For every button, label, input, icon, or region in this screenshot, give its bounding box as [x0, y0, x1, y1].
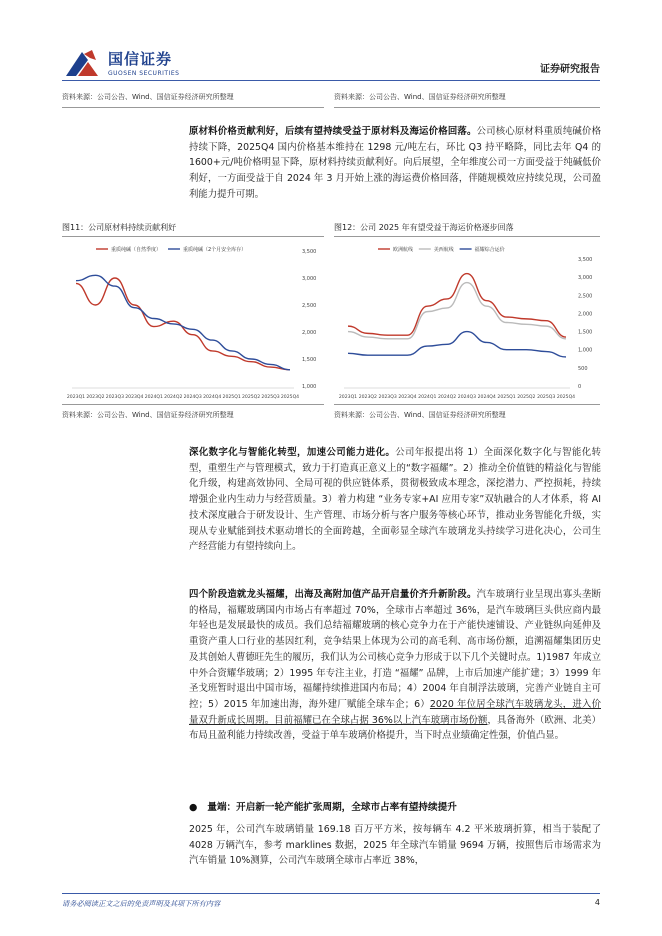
bullet-volume	[189, 799, 601, 813]
x-tick-label: 2025Q2	[241, 395, 261, 400]
x-tick-label: 2023Q2	[358, 395, 377, 400]
source-note-left: 资料来源：公司公告、Wind、国信证券经济研究所整理	[62, 93, 234, 101]
paragraph-raw-materials	[189, 124, 601, 203]
paragraph-body: 2025 年，公司汽车玻璃销量 169.18 百万平方米，按每辆车 4.2 平米玻璃折算，相当于装配了 4028 万辆汽车，参考 marklines 数据，2025 年全球汽车销量 9694 万辆，按照售后市场需求为汽车销量 10%测算，公司汽车玻璃全球市占率近 38%，	[189, 824, 601, 867]
x-tick-label: 2023Q1	[66, 395, 86, 400]
divider	[62, 404, 324, 405]
paragraph-heading: 原材料价格贡献利好，后续有望持续受益于原材料及海运价格回落。	[189, 126, 477, 137]
series-line	[348, 283, 566, 339]
y-tick-label: 3,500	[578, 257, 593, 263]
series-line	[348, 274, 566, 338]
bullet-text: 量端：开启新一轮产能扩张周期，全球市占率有望持续提升	[207, 802, 457, 813]
bullet-icon: ●	[189, 802, 198, 813]
figure-source-left: 资料来源：公司公告、Wind、国信证券经济研究所整理	[62, 411, 234, 419]
x-tick-label: 2023Q3	[378, 395, 397, 400]
y-tick-label: 500	[578, 365, 588, 372]
x-tick-label: 2023Q2	[86, 395, 105, 400]
y-tick-label: 3,000	[578, 275, 593, 282]
x-tick-label: 2025Q2	[517, 395, 536, 400]
legend-label: 重质纯碱（2个月安全库存）	[183, 247, 247, 253]
paragraph-digitalization	[189, 445, 601, 555]
y-tick-label: 2,500	[302, 303, 317, 309]
y-tick-label: 0	[578, 384, 582, 390]
divider	[62, 107, 324, 108]
x-tick-label: 2025Q4	[556, 395, 576, 400]
x-tick-label: 2023Q3	[105, 395, 125, 400]
chart-shipping-freight	[334, 240, 600, 400]
page-number: 4	[594, 898, 600, 907]
paragraph-heading: 四个阶段造就龙头福耀，出海及高附加值产品开启量价齐升新阶段。	[189, 589, 477, 600]
divider	[334, 107, 600, 108]
source-note-right: 资料来源：公司公告、Wind、国信证券经济研究所整理	[334, 93, 506, 101]
y-tick-label: 1,500	[578, 329, 593, 336]
x-tick-label: 2024Q4	[477, 395, 496, 400]
footer-disclaimer: 请务必阅读正文之后的免责声明及其项下所有内容	[62, 899, 221, 908]
header-divider	[62, 80, 600, 81]
x-tick-label: 2023Q4	[125, 395, 144, 400]
paragraph-sales-volume	[189, 822, 601, 869]
series-line	[76, 275, 290, 370]
legend-label: 福耀综合运价	[474, 247, 505, 253]
y-tick-label: 1,500	[302, 357, 317, 363]
x-tick-label: 2024Q2	[164, 395, 183, 400]
figure-12-title: 图12：公司 2025 年有望受益于海运价格逐步回落	[334, 223, 514, 232]
footer-divider	[62, 893, 600, 894]
chart-raw-material-price	[62, 240, 324, 400]
x-tick-label: 2024Q4	[203, 395, 222, 400]
series-line	[76, 278, 290, 370]
x-tick-label: 2025Q3	[261, 395, 280, 400]
y-tick-label: 1,000	[302, 384, 317, 390]
figure-source-right: 资料来源：公司公告、Wind、国信证券经济研究所整理	[334, 411, 506, 419]
paragraph-body: 公司核心原材料重质纯碱价格持续下降，2025Q4 国内价格基本维持在 1298 元/吨左右，环比 Q3 持平略降，同比去年 Q4 的 1600+元/吨价格明显下降，原材料持续贡献利好。向后展望，全年维度公司一方面受益于纯碱低价利好，一方面受益于自 2024 年 3 月开始上涨的海运费价格回落，伴随规模效应持续兑现，公司盈利能力提升可期。	[189, 126, 601, 200]
x-tick-label: 2024Q1	[418, 395, 437, 400]
x-tick-label: 2023Q1	[338, 395, 358, 400]
paragraph-four-stages	[189, 587, 601, 744]
legend-label: 欧洲航线	[393, 247, 414, 253]
x-tick-label: 2025Q1	[222, 395, 241, 400]
paragraph-body: 公司年报提出将 1）全面深化数字化与智能化转型，重塑生产与管理模式，致力于打造真正意义上的“数字福耀”。2）推动全价值链的精益化与智能化升级，构建高效协同、全局可视的供应链体系，贯彻极致成本理念，深挖潜力、严控损耗，持续增强企业内生动力与经营质量。3）着力构建 “业务专家+AI 应用专家”双轨融合的人才体系，将 AI 技术深度融合于研发设计、生产管理、市场分析与客户服务等核心环节，推动业务智能化升级，实现从专业赋能到技术驱动增长的全面跨越，全面彰显全球汽车玻璃龙头持续学习进化决心，公司生产经营能力有望持续向上。	[189, 447, 601, 553]
y-tick-label: 3,000	[302, 276, 317, 282]
logo-text-en: GUOSEN SECURITIES	[108, 70, 180, 77]
x-tick-label: 2024Q3	[183, 395, 202, 400]
y-tick-label: 2,000	[302, 330, 317, 336]
x-tick-label: 2024Q1	[144, 395, 163, 400]
x-tick-label: 2023Q4	[398, 395, 417, 400]
x-tick-label: 2024Q2	[437, 395, 457, 400]
logo-icon	[62, 46, 102, 80]
legend-label: 重质纯碱（自然季度）	[111, 247, 162, 253]
divider	[62, 236, 324, 237]
paragraph-body-end: ，具备海外（欧洲、北美）布局且盈利能力持续改善，受益于单车玻璃价格提升，当下时点业绩确定性强，价值凸显。	[189, 714, 601, 742]
x-tick-label: 2025Q1	[497, 395, 516, 400]
logo-text-cn: 国信证券	[108, 50, 173, 68]
divider	[334, 404, 600, 405]
y-tick-label: 1,000	[578, 347, 593, 354]
report-type-label: 证券研究报告	[540, 64, 600, 75]
paragraph-underlined: 2020 年位居全球汽车玻璃龙头，进入价量双升新成长周期。目前福耀已在全球占据 36%以上汽车玻璃市场份额	[189, 698, 601, 726]
x-tick-label: 2024Q3	[457, 395, 477, 400]
divider	[334, 236, 600, 237]
paragraph-heading: 深化数字化与智能化转型，加速公司能力进化。	[189, 447, 396, 458]
x-tick-label: 2025Q3	[537, 395, 556, 400]
legend-label: 美西航线	[433, 247, 454, 253]
y-tick-label: 2,500	[578, 293, 593, 300]
x-tick-label: 2025Q4	[280, 395, 300, 400]
figure-11-title: 图11：公司原材料持续贡献利好	[62, 223, 177, 232]
y-tick-label: 2,000	[578, 311, 593, 318]
y-tick-label: 3,500	[302, 249, 317, 255]
paragraph-body: 汽车玻璃行业呈现出寡头垄断的格局，福耀玻璃国内市场占有率超过 70%，全球市占率超过 36%，是汽车玻璃巨头供应商内最年轻也是发展最快的成员。我们总结福耀玻璃的核心竞争力在于产能快速铺设、产业链纵向延伸及重资产重人口行业的基因红利，竞争结果上体现为公司的高毛利、高市场份额，追溯福耀集团历史及其创始人曹德旺先生的履历，我们认为公司核心竞争力形成于以下几个关键时点。1)1987 年成立中外合资耀华玻璃；2）1995 年专注主业，打造 “福耀” 品牌，上市后加速产能扩建；3）1999 年圣戈班暂时退出中国市场，福耀持续推进国内布局；4）2004 年自制浮法玻璃，完善产业链自主可控；5）2015 年加速出海，海外建厂赋能全球车企；6）	[189, 589, 601, 710]
